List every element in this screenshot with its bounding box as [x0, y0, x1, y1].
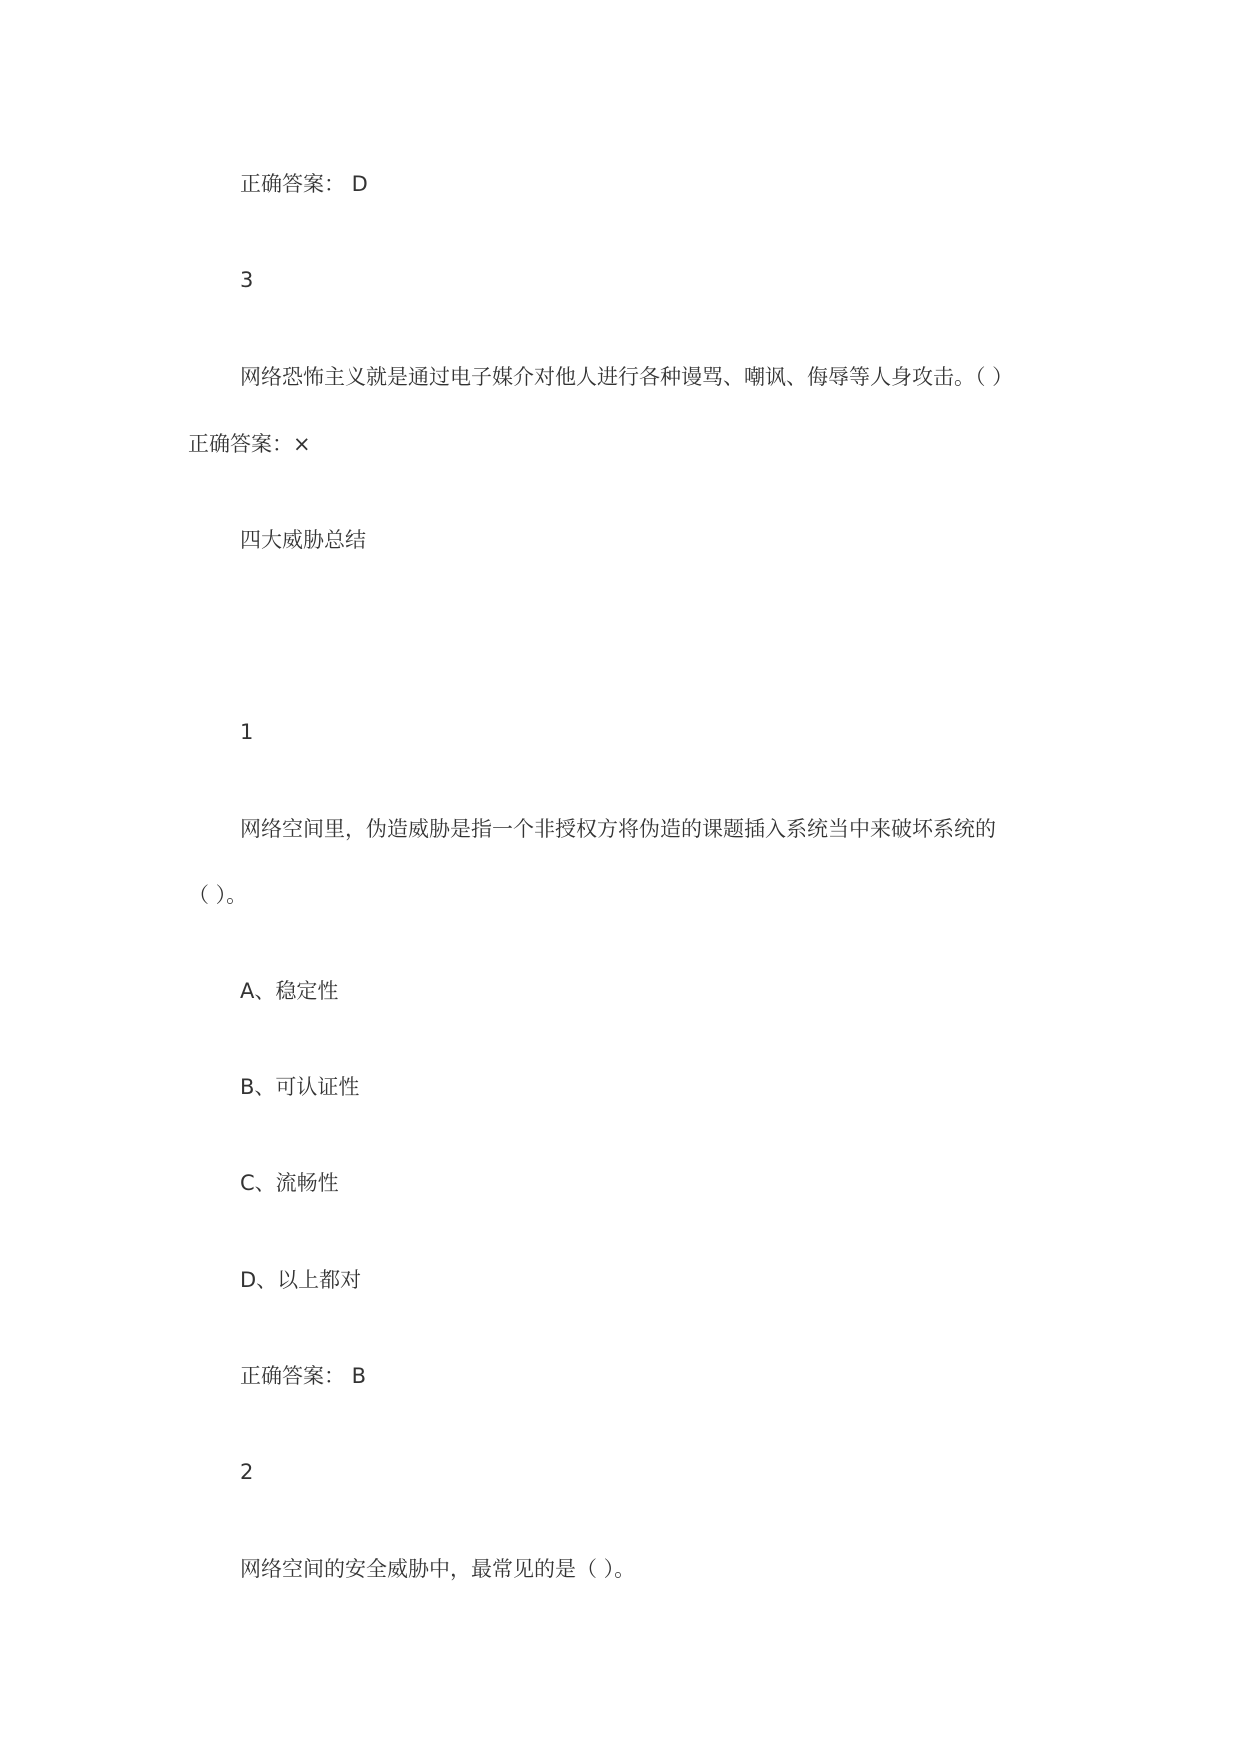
- option-b: B、可认证性: [240, 1075, 360, 1099]
- answer-line: 正确答案：×: [188, 432, 311, 456]
- option-d: D、以上都对: [240, 1268, 362, 1292]
- answer-line: 正确答案： D: [240, 172, 368, 196]
- section-heading: 四大威胁总结: [240, 528, 366, 552]
- question-text-continued: （ ）。: [188, 883, 248, 907]
- question-text: 网络空间里，伪造威胁是指一个非授权方将伪造的课题插入系统当中来破坏系统的: [240, 817, 996, 841]
- question-number: 2: [240, 1460, 254, 1484]
- question-text: 网络恐怖主义就是通过电子媒介对他人进行各种谩骂、嘲讽、侮辱等人身攻击。（ ）: [240, 365, 1014, 389]
- option-c: C、流畅性: [240, 1171, 339, 1195]
- answer-line: 正确答案： B: [240, 1364, 367, 1388]
- question-number: 1: [240, 720, 254, 744]
- question-text: 网络空间的安全威胁中，最常见的是（ ）。: [240, 1557, 636, 1581]
- question-number: 3: [240, 268, 254, 292]
- option-a: A、稳定性: [240, 979, 339, 1003]
